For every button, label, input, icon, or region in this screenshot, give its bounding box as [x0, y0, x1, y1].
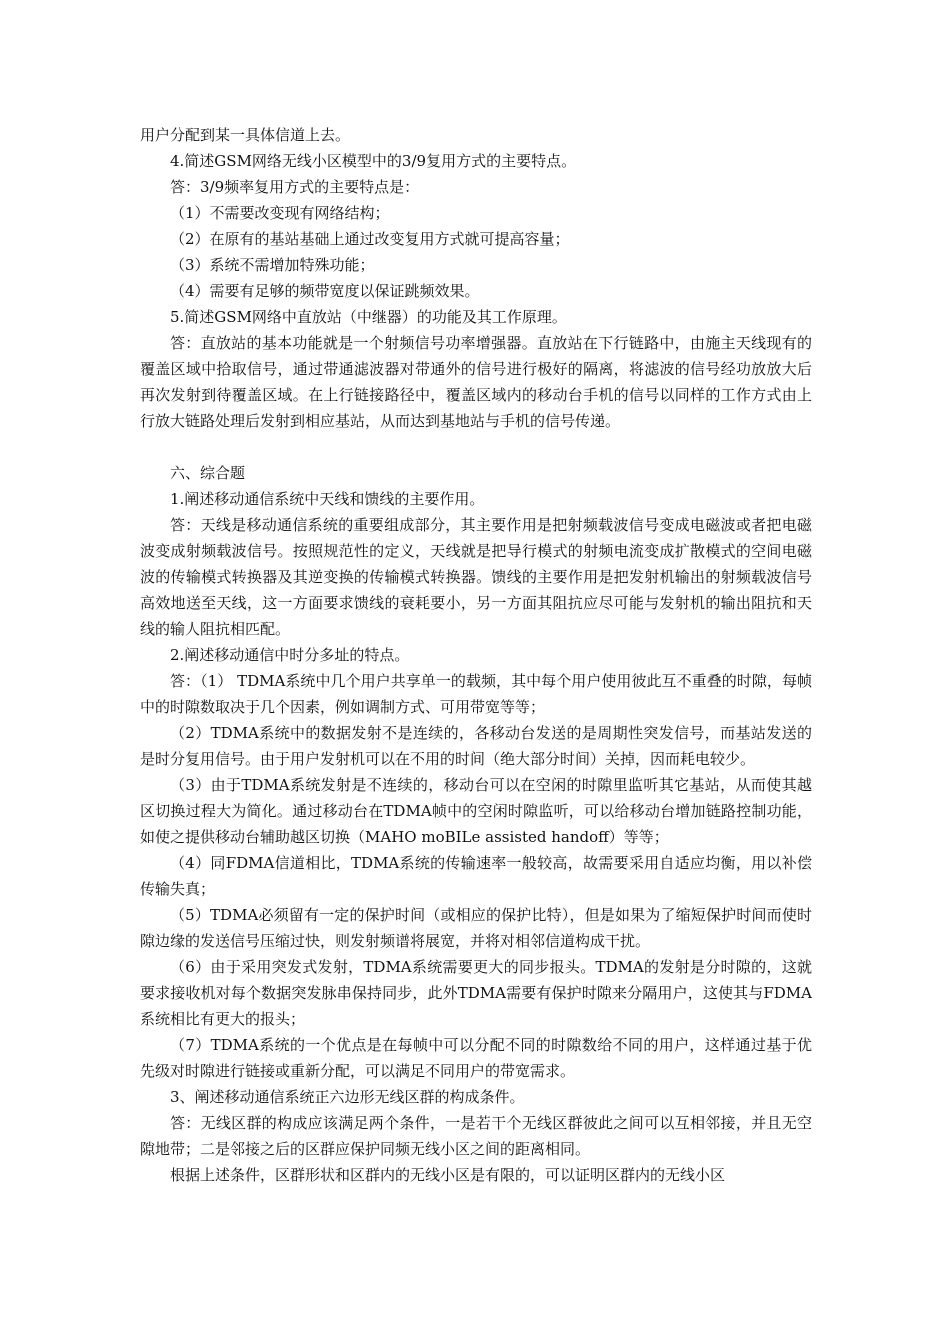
answer-paragraph: 答：3/9频率复用方式的主要特点是：	[170, 178, 420, 196]
answer-paragraph: 答：（1） TDMA系统中几个用户共享单一的载频，其中每个用户使用彼此互不重叠的时隙，每帧中的时隙数取决于几个因素，例如调制方式、可用带宽等等；	[140, 672, 812, 716]
list-item: （1）不需要改变现有网络结构；	[170, 204, 390, 222]
answer-paragraph: （7）TDMA系统的一个优点是在每帧中可以分配不同的时隙数给不同的用户，这样通过基于优先级对时隙进行链接或重新分配，可以满足不同用户的带宽需求。	[140, 1036, 812, 1080]
answer-paragraph: （2）TDMA系统中的数据发射不是连续的，各移动台发送的是周期性突发信号，而基站发送的是时分复用信号。由于用户发射机可以在不用的时间（绝大部分时间）关掉，因而耗电较少。	[140, 724, 812, 768]
answer-paragraph: （5）TDMA必须留有一定的保护时间（或相应的保护比特），但是如果为了缩短保护时间而使时隙边缘的发送信号压缩过快，则发射频谱将展宽，并将对相邻信道构成干扰。	[140, 906, 812, 950]
list-item: （3）系统不需增加特殊功能；	[170, 256, 375, 274]
list-item: （4）需要有足够的频带宽度以保证跳频效果。	[170, 282, 480, 300]
answer-paragraph: 答：天线是移动通信系统的重要组成部分，其主要作用是把射频载波信号变成电磁波或者把电磁波变成射频载波信号。按照规范性的定义，天线就是把导行模式的射频电流变成扩散模式的空间电磁波的传输模式转换器及其逆变换的传输模式转换器。馈线的主要作用是把发射机输出的射频载波信号高效地送至天线，这一方面要求馈线的衰耗要小，另一方面其阻抗应尽可能与发射机的输出阻抗和天线的输人阻抗相匹配。	[140, 516, 812, 638]
answer-paragraph: （6）由于采用突发式发射，TDMA系统需要更大的同步报头。TDMA的发射是分时隙的，这就要求接收机对每个数据突发脉串保持同步，此外TDMA需要有保护时隙来分隔用户，这使其与FDMA系统相比有更大的报头；	[140, 958, 812, 1028]
question-heading: 1.阐述移动通信系统中天线和馈线的主要作用。	[170, 490, 485, 508]
document-body	[140, 122, 812, 1188]
question-heading: 4.简述GSM网络无线小区模型中的3/9复用方式的主要特点。	[170, 152, 577, 170]
answer-paragraph: 答：直放站的基本功能就是一个射频信号功率增强器。直放站在下行链路中，由施主天线现有的覆盖区域中拾取信号，通过带通滤波器对带通外的信号进行极好的隔离，将滤波的信号经功放放大后再次发射到待覆盖区域。在上行链接路径中，覆盖区域内的移动台手机的信号以同样的工作方式由上行放大链路处理后发射到相应基站，从而达到基地站与手机的信号传递。	[140, 334, 812, 430]
question-heading: 2.阐述移动通信中时分多址的特点。	[170, 646, 410, 664]
question-heading: 5.简述GSM网络中直放站（中继器）的功能及其工作原理。	[170, 308, 567, 326]
answer-paragraph: 根据上述条件，区群形状和区群内的无线小区是有限的，可以证明区群内的无线小区	[170, 1166, 726, 1184]
text-line: 用户分配到某一具体信道上去。	[140, 126, 351, 144]
section-heading: 六、综合题	[170, 464, 246, 482]
question-heading: 3、阐述移动通信系统正六边形无线区群的构成条件。	[170, 1088, 525, 1106]
blank-line	[140, 434, 812, 460]
answer-paragraph: 答：无线区群的构成应该满足两个条件，一是若干个无线区群彼此之间可以互相邻接，并且无空隙地带；二是邻接之后的区群应保护同频无线小区之间的距离相同。	[140, 1114, 812, 1158]
answer-paragraph: （3）由于TDMA系统发射是不连续的，移动台可以在空闲的时隙里监听其它基站，从而使其越区切换过程大为简化。通过移动台在TDMA帧中的空闲时隙监听，可以给移动台增加链路控制功能，如使之提供移动台辅助越区切换（MAHO moBILe assisted handoff）等等；	[140, 776, 812, 846]
answer-paragraph: （4）同FDMA信道相比，TDMA系统的传输速率一般较高，故需要采用自适应均衡，用以补偿传输失真；	[140, 854, 812, 898]
list-item: （2）在原有的基站基础上通过改变复用方式就可提高容量；	[170, 230, 570, 248]
